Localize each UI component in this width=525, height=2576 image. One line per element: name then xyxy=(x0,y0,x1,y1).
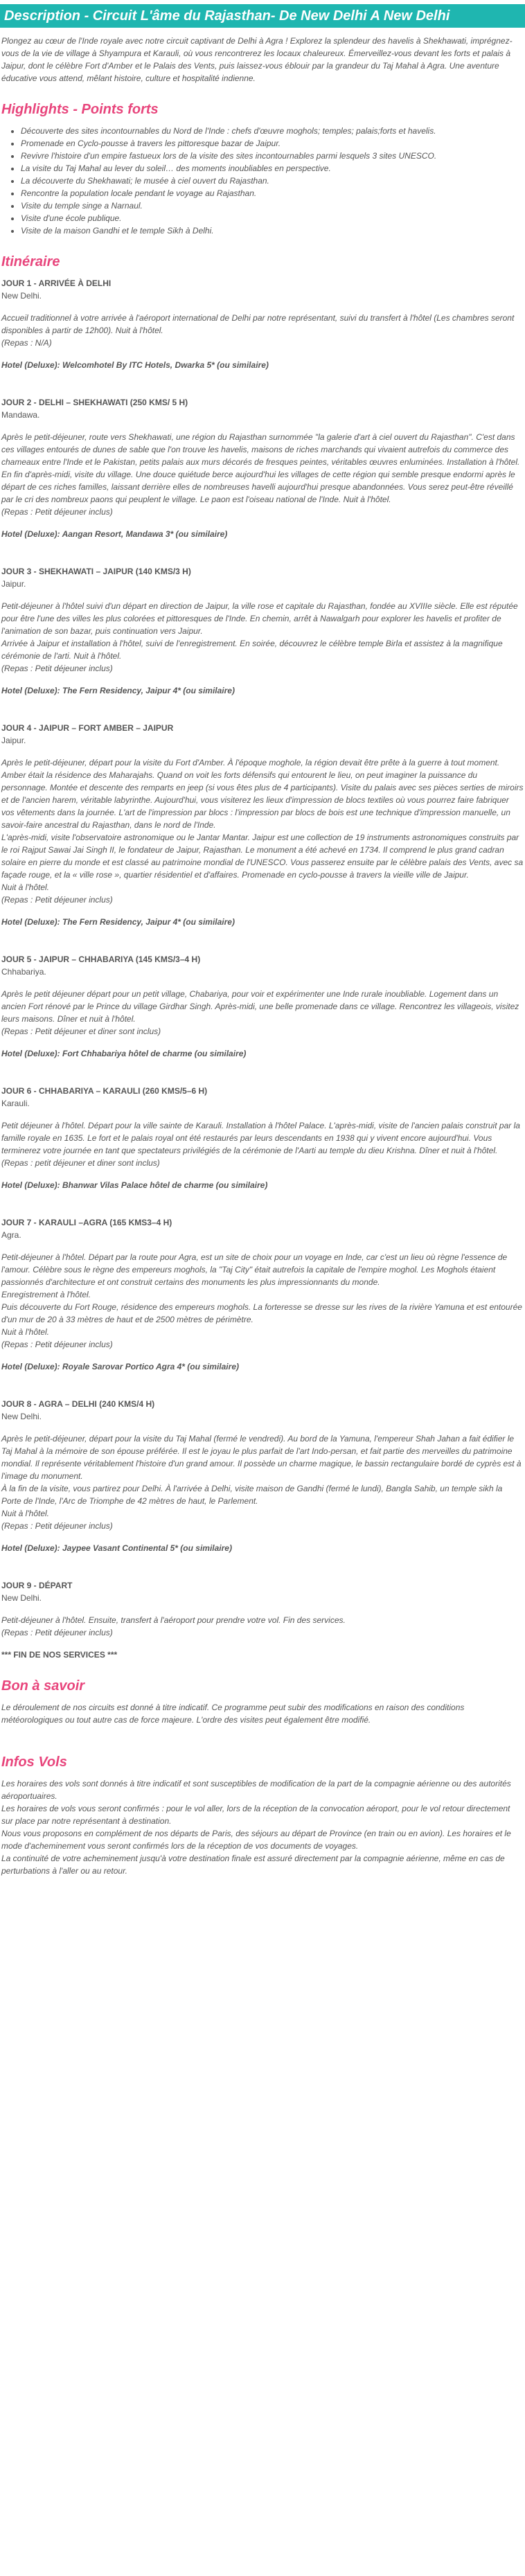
infos-vols-text: Les horaires des vols sont donnés à titre indicatif et sont susceptibles de modification de la part de la compagnie aérienne ou des autorités aéroportuaires. Les horaires de vols vous seront confirmés : pour le vol aller, lors de la réception de la convocation aéroport, pour le vol retour directement sur place par notre représentant à destination. Nous vous proposons en complément de nos départs de Paris, des séjours au départ de Province (en train ou en avion). Les horaires et le mode d'acheminement vous seront confirmés lors de la réception de vos documents de voyages. La continuité de votre acheminement jusqu'à votre destination finale est assuré directement par la compagnie aérienne, même en cas de perturbations à l'aller ou au retour. xyxy=(1,1779,511,1876)
highlight-item: • La visite du Taj Mahal au lever du soleil… des moments inoubliables en perspective. xyxy=(21,162,524,175)
day-hotel: Hotel (Deluxe): The Fern Residency, Jaipur 4* (ou similaire) xyxy=(1,917,235,927)
page xyxy=(0,4,525,1877)
end-of-services-note: *** FIN DE NOS SERVICES *** xyxy=(1,1650,118,1660)
day-title: JOUR 2 - DELHI – SHEKHAWATI (250 KMS/ 5 H) xyxy=(1,398,188,407)
content xyxy=(0,35,525,1877)
day-location: New Delhi. xyxy=(1,291,42,301)
highlight-item: • Revivre l'histoire d'un empire fastueux lors de la visite des sites incontournables parmi lesquels 3 sites UNESCO. xyxy=(21,150,524,162)
day-description: Après le petit-déjeuner, départ pour la visite du Taj Mahal (fermé le vendredi). Au bord de la Yamuna, l'empereur Shah Jahan a fait édifier le Taj Mahal à la mémoire de son épouse préférée. Il est le joyau le plus parfait de l'art Indo-persan, et fait partie des merveilles du patrimoine mondial. Il représente véritablement l'histoire d'un grand amour. Il possède un charme magique, le bassin rectangulaire bordé de cyprès est à l'image du monument. À la fin de la visite, vous partirez pour Delhi. À l'arrivée à Delhi, visite maison de Gandhi (fermé le lundi), Bangla Sahib, un temple sikh la Porte de l'Inde, l'Arc de Triomphe de 42 mètres de haut, le Parlement. Nuit à l'hôtel. (Repas : Petit déjeuner inclus) xyxy=(1,1434,522,1531)
highlights-list xyxy=(1,125,524,237)
day-hotel: Hotel (Deluxe): Royale Sarovar Portico Agra 4* (ou similaire) xyxy=(1,1362,239,1371)
day-description: Accueil traditionnel à votre arrivée à l'aéroport international de Delhi par notre représentant, suivi du transfert à l'hôtel (Les chambres seront disponibles à partir de 12h00). Nuit à l'hôtel. (Repas : N/A) xyxy=(1,313,515,348)
day-hotel: Hotel (Deluxe): The Fern Residency, Jaipur 4* (ou similaire) xyxy=(1,686,235,695)
itinerary-heading: Itinéraire xyxy=(1,254,60,269)
day-location: Agra. xyxy=(1,1230,21,1240)
day-block xyxy=(1,1216,524,1373)
day-location: Mandawa. xyxy=(1,410,40,420)
day-description: Après le petit-déjeuner, route vers Shekhawati, une région du Rajasthan surnommée "la galerie d'art à ciel ouvert du Rajasthan". C'est dans ces villages entourés de dunes de sable que l'on trouve les havelis, maisons de riches marchands qui vivaient autrefois du commerce des chameaux entre l'Inde et le Pakistan, petits palais aux murs décorés de fresques peintes, véritables œuvres enluminées. Installation à l'hôtel. En fin d'après-midi, visite du village. Une douce quiétude berce aujourd'hui les villages de cette région qui semble presque endormi après le départ de ces riches familles, laissant derrière elles de nombreuses havelli aujourd'hui presque abandonnées. Vous serez peut-être réveillé par le cri des nombreux paons qui peuplent le village. Le paon est l'oiseau national de l'Inde. Nuit à l'hôtel. (Repas : Petit déjeuner inclus) xyxy=(1,432,520,517)
day-location: New Delhi. xyxy=(1,1412,42,1421)
day-hotel: Hotel (Deluxe): Jaypee Vasant Continental 5* (ou similaire) xyxy=(1,1543,232,1553)
day-description: Après le petit déjeuner départ pour un petit village, Chabariya, pour voir et expérimenter une Inde rurale inoubliable. Logement dans un ancien Fort rénové par le Prince du village Girdhar Singh. Après-midi, une belle promenade dans ce village. Rencontrez les villageois, visitez leurs maisons. Dîner et nuit à l'hôtel. (Repas : Petit déjeuner et diner sont inclus) xyxy=(1,989,519,1036)
day-location: Karauli. xyxy=(1,1099,30,1108)
day-location: Jaipur. xyxy=(1,736,26,745)
page-title: Description - Circuit L'âme du Rajasthan- De New Delhi A New Delhi xyxy=(0,4,525,28)
intro-paragraph: Plongez au cœur de l'Inde royale avec notre circuit captivant de Delhi à Agra ! Explorez la splendeur des havelis à Shekhawati, imprégnez-vous de la vie de village à Shyampura et Karauli, où vous rencontrerez les locaux chaleureux. Émerveillez-vous devant les forts et palais à Jaipur, dont le célèbre Fort d'Amber et le Palais des Vents, puis laissez-vous éblouir par la grandeur du Taj Mahal à Agra. Une aventure éducative vous attend, mêlant histoire, culture et hospitalité indienne. xyxy=(1,36,513,83)
highlight-item: • Visite d'une école publique. xyxy=(21,212,524,224)
day-block xyxy=(1,722,524,928)
day-description: Petit-déjeuner à l'hôtel. Ensuite, transfert à l'aéroport pour prendre votre vol. Fin des services. (Repas : Petit déjeuner inclus) xyxy=(1,1615,346,1637)
highlight-item: • Visite du temple singe a Narnaul. xyxy=(21,199,524,212)
day-description: Après le petit-déjeuner, départ pour la visite du Fort d'Amber. À l'époque moghole, la région devait être prête à la guerre à tout moment. Amber était la résidence des Maharajahs. Quand on voit les forts défensifs qui entourent le lieu, on peut imaginer la puissance du personnage. Montée et descente des remparts en jeep (si vous êtes plus de 4 participants). Visite du palais avec ses pièces serties de miroirs et de l'ancien harem, véritable labyrinthe. Aujourd'hui, vous visiterez les lieux d'impression de blocs textiles où vous pourrez faire fabriquer vos vêtements dans la journée. L'art de l'impression par blocs : l'impression par blocs de bois est une technique d'impression manuelle, un savoir-faire ancestral du Rajasthan, dans le nord de l'Inde. L'après-midi, visite l'observatoire astronomique ou le Jantar Mantar. Jaipur est une collection de 19 instruments astronomiques construits par le roi Rajput Sawai Jai Singh II, le fondateur de Jaipur, Rajasthan. Le monument a été achevé en 1734. Il comprend le plus grand cadran solaire en pierre du monde et est classé au patrimoine mondial de l'UNESCO. Vous passerez ensuite par le célèbre palais des Vents, avec sa façade rouge, et la « ville rose », quartier résidentiel et d'affaires. Promenade en cyclo-pousse à travers la vieille ville de Jaipur. Nuit à l'hôtel. (Repas : Petit déjeuner inclus) xyxy=(1,758,524,905)
day-description: Petit déjeuner à l'hôtel. Départ pour la ville sainte de Karauli. Installation à l'hôtel Palace. L'après-midi, visite de l'ancien palais construit par la famille royale en 1635. Le fort et le palais royal ont été restaurés par leurs descendants en 1938 qui y vivent encore aujourd'hui. Vous terminerez votre journée en tant que spectateurs privilégiés de la cérémonie de l'Aarti au temple du dieu Krishna. Dîner et nuit à l'hôtel. (Repas : petit déjeuner et diner sont inclus) xyxy=(1,1121,520,1168)
day-title: JOUR 8 - AGRA – DELHI (240 KMS/4 H) xyxy=(1,1399,155,1409)
highlight-item: • Découverte des sites incontournables du Nord de l'Inde : chefs d'œuvre moghols; temples; palais;forts et havelis. xyxy=(21,125,524,137)
day-hotel: Hotel (Deluxe): Fort Chhabariya hôtel de charme (ou similaire) xyxy=(1,1049,247,1058)
day-block xyxy=(1,277,524,371)
day-hotel: Hotel (Deluxe): Bhanwar Vilas Palace hôtel de charme (ou similaire) xyxy=(1,1180,268,1190)
day-title: JOUR 3 - SHEKHAWATI – JAIPUR (140 KMS/3 H) xyxy=(1,567,191,576)
day-title: JOUR 4 - JAIPUR – FORT AMBER – JAIPUR xyxy=(1,723,174,733)
day-block xyxy=(1,1085,524,1191)
highlight-item: • Rencontre la population locale pendant le voyage au Rajasthan. xyxy=(21,187,524,199)
day-block xyxy=(1,396,524,540)
day-location: Jaipur. xyxy=(1,579,26,589)
day-block xyxy=(1,565,524,697)
infos-vols-heading: Infos Vols xyxy=(1,1755,67,1770)
day-title: JOUR 9 - DÉPART xyxy=(1,1581,73,1590)
day-title: JOUR 5 - JAIPUR – CHHABARIYA (145 KMS/3–4 H) xyxy=(1,954,201,964)
day-block xyxy=(1,1579,524,1639)
day-description: Petit-déjeuner à l'hôtel. Départ par la route pour Agra, est un site de choix pour un voyage en Inde, car c'est un lieu où règne l'essence de l'amour. Célèbre sous le règne des empereurs moghols, la "Taj City" était autrefois la capitale de l'empire moghol. Les Moghols étaient passionnés d'architecture et ont construit certains des monuments les plus impressionnants du monde. Enregistrement à l'hôtel. Puis découverte du Fort Rouge, résidence des empereurs moghols. La forteresse se dresse sur les rives de la rivière Yamuna et est entourée d'un mur de 20 à 33 mètres de haut et de 2500 mètres de périmètre. Nuit à l'hôtel. (Repas : Petit déjeuner inclus) xyxy=(1,1252,522,1349)
highlight-item: • Visite de la maison Gandhi et le temple Sikh à Delhi. xyxy=(21,224,524,237)
highlight-item: • La découverte du Shekhawati; le musée à ciel ouvert du Rajasthan. xyxy=(21,175,524,187)
bon-a-savoir-heading: Bon à savoir xyxy=(1,1678,85,1694)
day-hotel: Hotel (Deluxe): Aangan Resort, Mandawa 3* (ou similaire) xyxy=(1,529,228,539)
highlights-heading: Highlights - Points forts xyxy=(1,102,159,117)
bon-a-savoir-text: Le déroulement de nos circuits est donné à titre indicatif. Ce programme peut subir des modifications en raison des conditions météorologiques ou tout autre cas de force majeure. L'ordre des visites peut également être modifié. xyxy=(1,1703,465,1725)
day-location: New Delhi. xyxy=(1,1593,42,1603)
day-title: JOUR 6 - CHHABARIYA – KARAULI (260 KMS/5–6 H) xyxy=(1,1086,208,1096)
day-title: JOUR 1 - ARRIVÉE À DELHI xyxy=(1,278,112,288)
day-description: Petit-déjeuner à l'hôtel suivi d'un départ en direction de Jaipur, la ville rose et capitale du Rajasthan, fondée au XVIIIe siècle. Elle est réputée pour être l'une des villes les plus colorées et pittoresques de l'Inde. En chemin, arrêt à Nawalgarh pour explorer les havelis et profiter de l'animation de son bazar, puis continuation vers Jaipur. Arrivée à Jaipur et installation à l'hôtel, suivi de l'enregistrement. En soirée, découvrez le célèbre temple Birla et assistez à la magnifique cérémonie de l'arti. Nuit à l'hôtel. (Repas : Petit déjeuner inclus) xyxy=(1,601,518,673)
day-title: JOUR 7 - KARAULI –AGRA (165 KMS3–4 H) xyxy=(1,1218,172,1227)
day-location: Chhabariya. xyxy=(1,967,46,977)
day-block xyxy=(1,1398,524,1554)
highlight-item: • Promenade en Cyclo-pousse à travers les pittoresque bazar de Jaipur. xyxy=(21,137,524,150)
day-hotel: Hotel (Deluxe): Welcomhotel By ITC Hotels, Dwarka 5* (ou similaire) xyxy=(1,360,269,370)
day-block xyxy=(1,953,524,1060)
